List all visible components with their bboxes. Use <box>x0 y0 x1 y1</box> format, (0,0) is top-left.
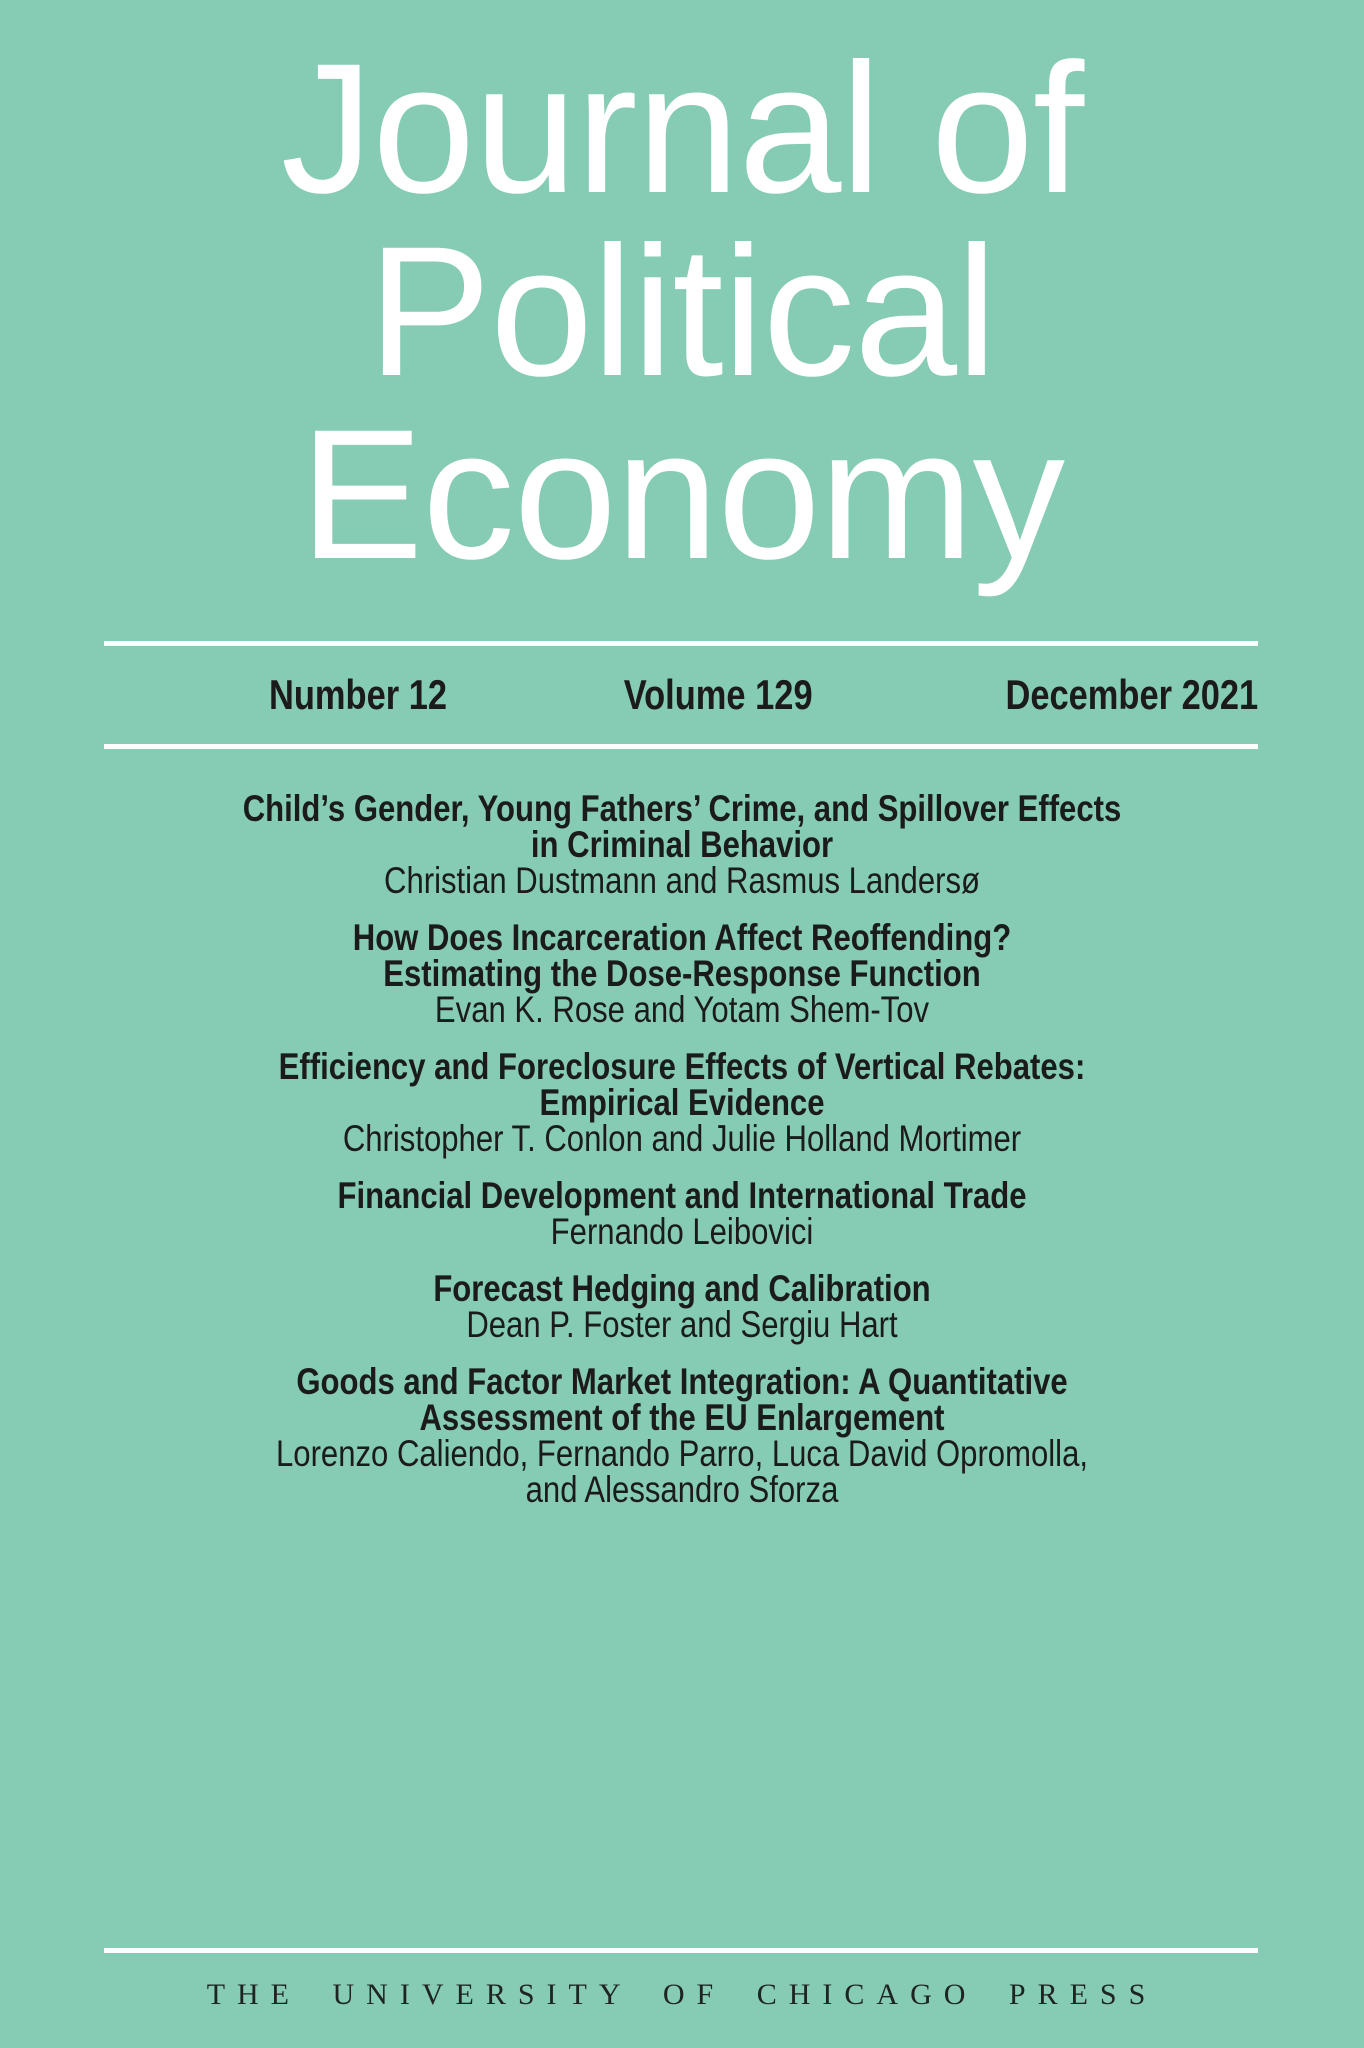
article-6-title-line-2: Assessment of the EU Enlargement <box>419 1397 945 1438</box>
issue-number: Number 12 <box>269 671 448 718</box>
article-3-title-line-2: Empirical Evidence <box>539 1082 825 1123</box>
article-1-authors: Christian Dustmann and Rasmus Landersø <box>384 860 980 901</box>
issue-date: December 2021 <box>1005 671 1258 718</box>
journal-title-line-1: Journal of <box>280 26 1084 232</box>
article-6-title-line-1: Goods and Factor Market Integration: A Quantitative <box>296 1361 1068 1402</box>
article-entry-2 <box>0 917 1364 1030</box>
table-of-contents <box>0 749 1364 1529</box>
article-2-authors: Evan K. Rose and Yotam Shem-Tov <box>434 989 930 1030</box>
journal-title-line-3: Economy <box>299 392 1065 598</box>
article-4-authors: Fernando Leibovici <box>550 1211 814 1252</box>
article-3-title-line-1: Efficiency and Foreclosure Effects of Vertical Rebates: <box>278 1046 1086 1087</box>
article-1-title-line-1: Child’s Gender, Young Fathers’ Crime, and Spillover Effects <box>242 788 1122 829</box>
article-4-title-line-1: Financial Development and International Trade <box>337 1175 1027 1216</box>
issue-volume: Volume 129 <box>623 671 813 718</box>
article-entry-3 <box>0 1046 1364 1159</box>
journal-masthead <box>0 26 1364 598</box>
article-entry-5 <box>0 1268 1364 1345</box>
article-3-authors: Christopher T. Conlon and Julie Holland Mortimer <box>342 1118 1022 1159</box>
journal-title-line-2: Political <box>367 209 997 415</box>
issue-info-row <box>104 646 1258 744</box>
article-entry-1 <box>0 788 1364 901</box>
article-entry-6 <box>0 1361 1364 1510</box>
article-6-authors-line-1: Lorenzo Caliendo, Fernando Parro, Luca David Opromolla, <box>276 1433 1088 1474</box>
article-2-title-line-2: Estimating the Dose-Response Function <box>383 953 981 994</box>
article-1-title-line-2: in Criminal Behavior <box>530 824 834 865</box>
article-5-authors: Dean P. Foster and Sergiu Hart <box>466 1304 898 1345</box>
publisher-divider-rule <box>104 1948 1258 1953</box>
publisher-name: THE UNIVERSITY OF CHICAGO PRESS <box>206 1978 1158 2011</box>
article-2-title-line-1: How Does Incarceration Affect Reoffending? <box>352 917 1012 958</box>
article-6-authors-line-2: and Alessandro Sforza <box>525 1469 839 1510</box>
article-entry-4 <box>0 1175 1364 1252</box>
article-5-title-line-1: Forecast Hedging and Calibration <box>433 1268 931 1309</box>
